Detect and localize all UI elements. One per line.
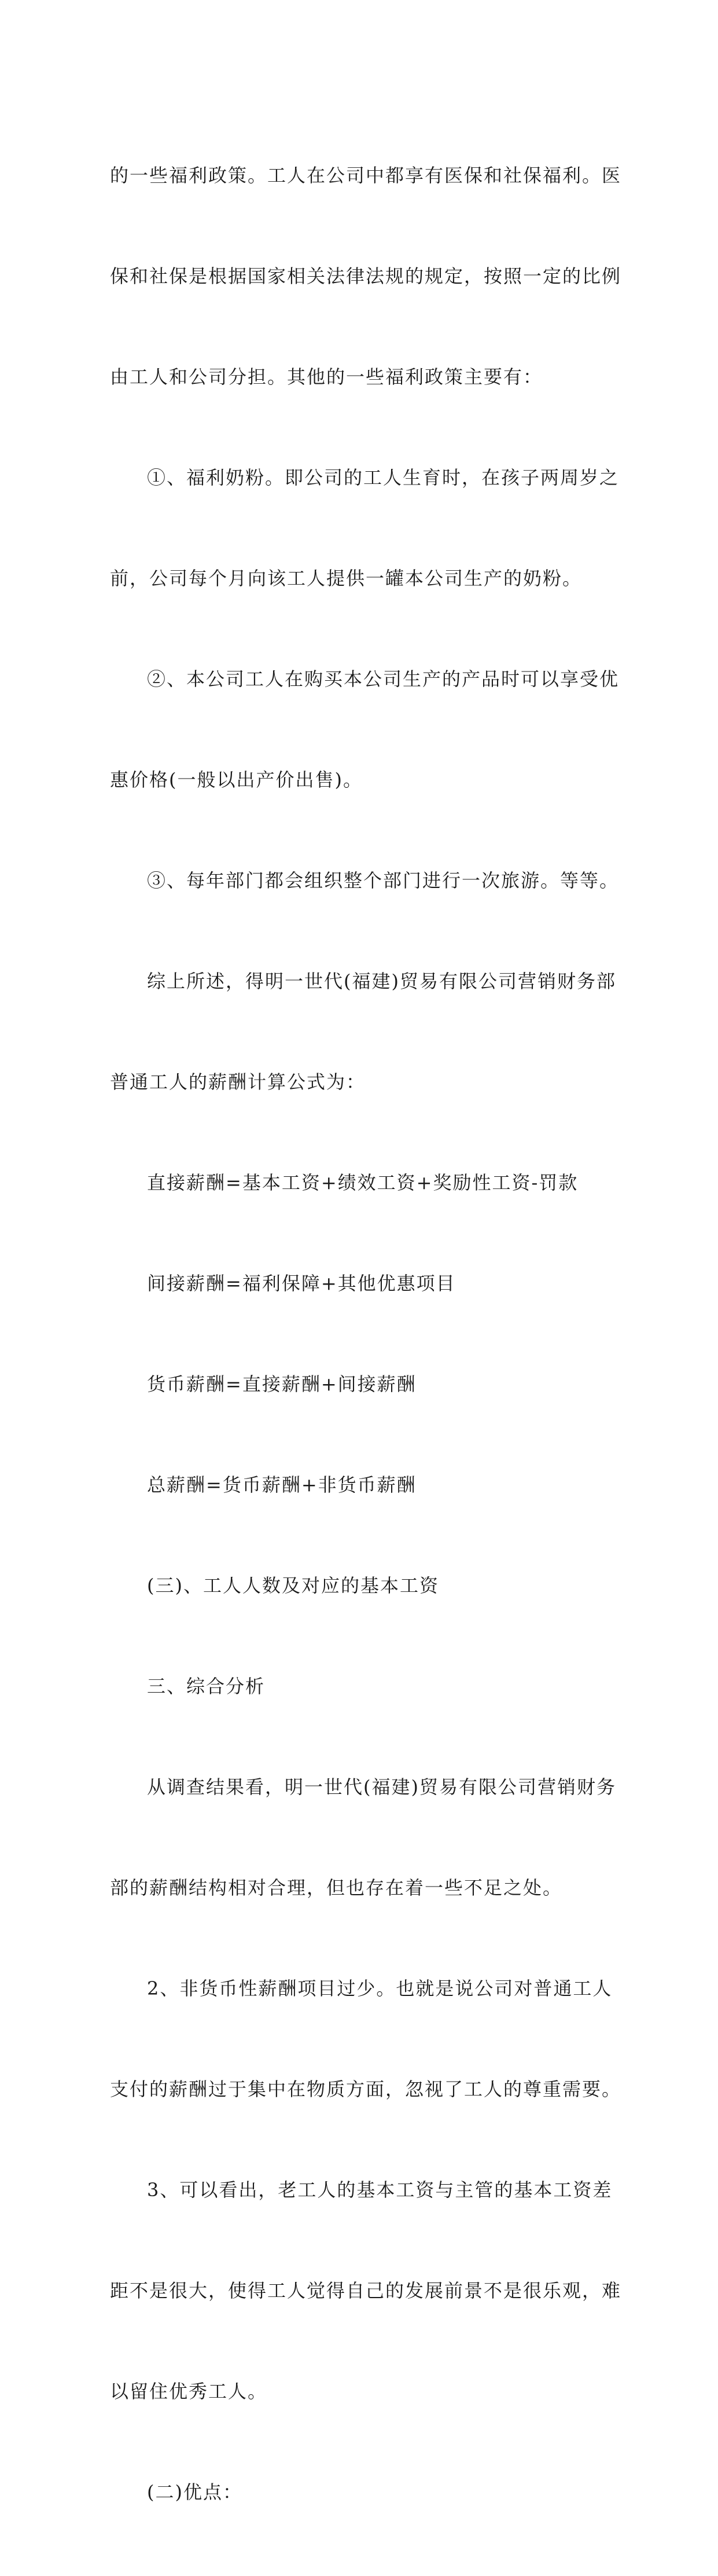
section-heading: (三)、工人人数及对应的基本工资 [147, 1575, 439, 1597]
text-line: ③、每年部门都会组织整个部门进行一次旅游。等等。 [147, 869, 620, 891]
text-line: ②、本公司工人在购买本公司生产的产品时可以享受优 [147, 668, 620, 690]
text-line: 保和社保是根据国家相关法律法规的规定，按照一定的比例 [110, 265, 622, 287]
text-line: 普通工人的薪酬计算公式为： [110, 1071, 366, 1093]
document-body [110, 91, 622, 2576]
text-line: 支付的薪酬过于集中在物质方面，忽视了工人的尊重需要。 [110, 2078, 622, 2100]
formula-line: 总薪酬=货币薪酬+非货币薪酬 [147, 1474, 417, 1496]
text-line: 综上所述，得明一世代(福建)贸易有限公司营销财务部 [147, 970, 616, 992]
section-heading: (二)优点： [147, 2481, 242, 2503]
text-line: 的一些福利政策。工人在公司中都享有医保和社保福利。医 [110, 164, 622, 186]
section-heading: 三、综合分析 [147, 1675, 266, 1697]
text-line: 3、可以看出，老工人的基本工资与主管的基本工资差 [147, 2179, 613, 2201]
text-line: 以留住优秀工人。 [110, 2380, 268, 2402]
text-line: 从调查结果看，明一世代(福建)贸易有限公司营销财务 [147, 1776, 616, 1798]
text-line: 惠价格(一般以出产价出售)。 [110, 769, 363, 791]
text-line: 前，公司每个月向该工人提供一罐本公司生产的奶粉。 [110, 567, 583, 589]
formula-line: 货币薪酬=直接薪酬+间接薪酬 [147, 1373, 417, 1395]
document-page [110, 91, 622, 2576]
text-line: 部的薪酬结构相对合理，但也存在着一些不足之处。 [110, 1877, 563, 1899]
text-line: 2、非货币性薪酬项目过少。也就是说公司对普通工人 [147, 1977, 613, 1999]
formula-line: 直接薪酬=基本工资+绩效工资+奖励性工资-罚款 [147, 1172, 579, 1194]
formula-line: 间接薪酬=福利保障+其他优惠项目 [147, 1272, 456, 1294]
text-line: 由工人和公司分担。其他的一些福利政策主要有： [110, 366, 543, 388]
text-line: ①、福利奶粉。即公司的工人生育时，在孩子两周岁之 [147, 467, 620, 489]
text-line: 距不是很大，使得工人觉得自己的发展前景不是很乐观，难 [110, 2280, 622, 2302]
